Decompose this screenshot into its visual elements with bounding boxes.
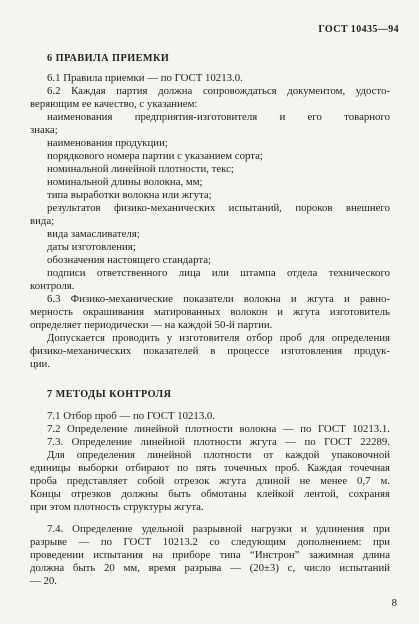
- text-line: обозначения настоящего стандарта;: [47, 254, 211, 266]
- text-line: физико-механических показателей в процессе изготовления продук-: [30, 345, 390, 357]
- text-line: мерность окрашивания матированных волокон и жгута изготовитель: [30, 306, 390, 318]
- text-line: 7.1 Отбор проб — по ГОСТ 10213.0.: [47, 410, 216, 422]
- text-line: номинальной длины волокна, мм;: [47, 176, 203, 188]
- text-line: контроля.: [30, 280, 75, 292]
- text-line: 7.4. Определение удельной разрывной нагрузки и удлинения при: [47, 523, 390, 535]
- text-line: порядкового номера партии с указанием сорта;: [47, 150, 263, 162]
- text-line: Допускается проводить у изготовителя отбор проб для определения: [47, 332, 390, 344]
- section-6-title: 6 ПРАВИЛА ПРИЕМКИ: [47, 53, 170, 64]
- text-line: результатов физико-механических испытаний, пороков внешнего: [47, 202, 390, 214]
- section-7-title: 7 МЕТОДЫ КОНТРОЛЯ: [47, 389, 172, 400]
- text-line: разрыве — по ГОСТ 10213.2 со следующим дополнением: при: [30, 536, 390, 548]
- text-line: 6.3 Физико-механические показатели волокна и жгута и равно-: [47, 293, 390, 305]
- text-line: знака;: [30, 124, 58, 136]
- text-line: при этом плотность структуры жгута.: [30, 501, 204, 513]
- text-line: наименования продукции;: [47, 137, 168, 149]
- text-line: подписи ответственного лица или штампа отдела технического: [47, 267, 390, 279]
- text-line: номинальной линейной плотности, текс;: [47, 163, 234, 175]
- text-line: ции.: [30, 358, 51, 370]
- text-line: должна быть 20 мм, время разрыва — (20±3) с, число испытаний: [30, 562, 390, 574]
- text-line: проба представляет собой отрезок жгута длиной не менее 0,7 м.: [30, 475, 390, 487]
- text-line: 7.3. Определение линейной плотности жгута — по ГОСТ 22289.: [47, 436, 390, 448]
- page-number: 8: [391, 597, 397, 609]
- text-line: типа выработки волокна или жгута;: [47, 189, 212, 201]
- text-line: 7.2 Определение линейной плотности волокна — по ГОСТ 10213.1.: [47, 423, 390, 435]
- text-line: 6.2 Каждая партия должна сопровождаться документом, удосто-: [47, 85, 390, 97]
- text-line: определяет периодически — на каждой 50-й партии.: [30, 319, 273, 331]
- text-line: даты изготовления;: [47, 241, 136, 253]
- text-line: вида;: [30, 215, 55, 227]
- text-line: веряющим ее качество, с указанием:: [30, 98, 198, 110]
- text-line: — 20.: [30, 575, 57, 587]
- text-line: Концы отрезков должны быть обмотаны клейкой лентой, сохраняя: [30, 488, 390, 500]
- text-line: вида замасливателя;: [47, 228, 140, 240]
- text-line: проведении испытания на приборе типа “Инстрон” зажимная длина: [30, 549, 390, 561]
- text-line: единицы выборки отбирают по пять точечных проб. Каждая точечная: [30, 462, 390, 474]
- standard-code-header: ГОСТ 10435—94: [318, 24, 399, 35]
- text-line: Для определения линейной плотности от каждой упаковочной: [47, 449, 390, 461]
- text-line: наименования предприятия-изготовителя и его товарного: [47, 111, 390, 123]
- text-line: 6.1 Правила приемки — по ГОСТ 10213.0.: [47, 72, 243, 84]
